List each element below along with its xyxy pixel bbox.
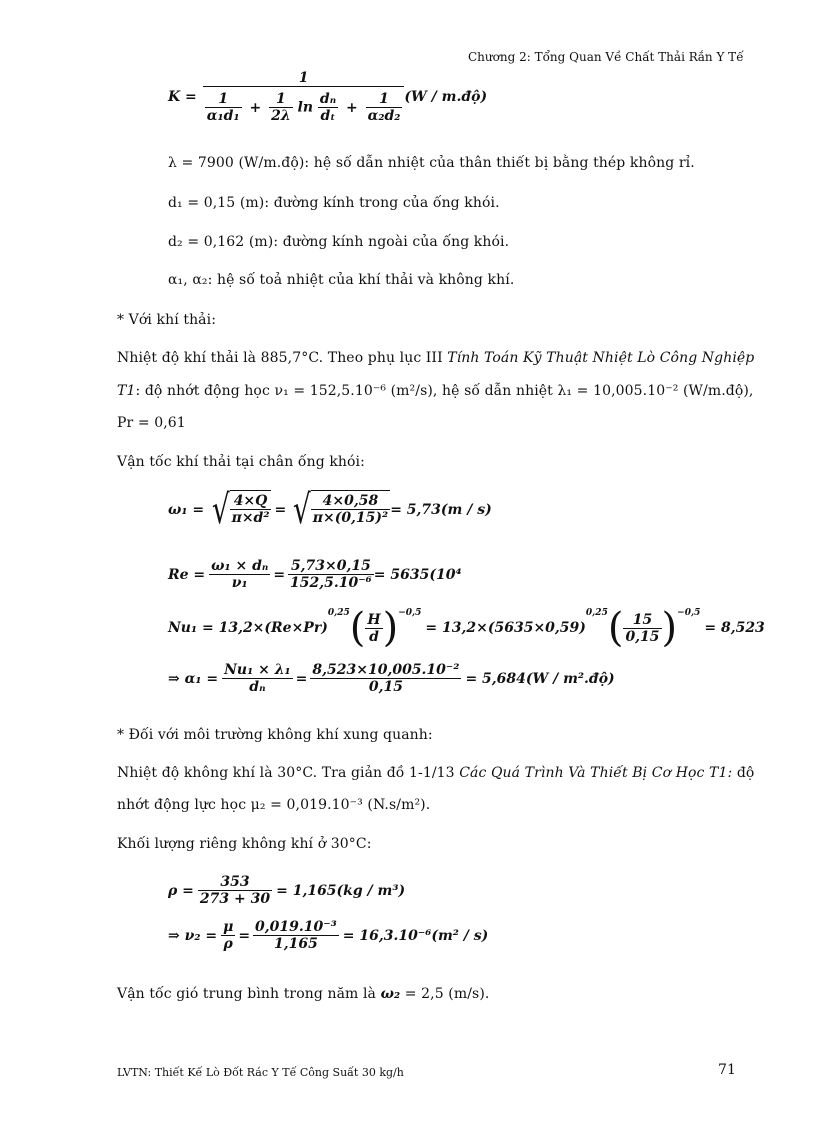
def-lambda: λ = 7900 (W/m.độ): hệ số dẫn nhiệt của thân thiết bị bằng thép không rỉ. [168, 155, 695, 171]
section-exhaust: * Với khí thải: [117, 312, 217, 328]
paragraph-ambient-temp: Nhiệt độ không khí là 30°C. Tra giản đồ 1-1/13 Các Quá Trình Và Thiết Bị Cơ Học T1: độ [117, 765, 755, 781]
eq-k-unit: (W / m.độ) [404, 89, 488, 105]
equation-nu2: ⇒ ν₂ = $\frac{\mu}{\rho}$ = $\frac{\text{0,019.10⁻³}}{1,165}$ = 16,3.10⁻⁶(m² / s) [168, 919, 489, 952]
footer-title: LVTN: Thiết Kế Lò Đốt Rác Y Tế Công Suất 30 kg/h [117, 1066, 404, 1079]
page-header: Chương 2: Tổng Quan Về Chất Thải Rắn Y Tế [468, 50, 744, 64]
def-d1: d₁ = 0,15 (m): đường kính trong của ống khói. [168, 195, 500, 211]
equation-re: Re = $\frac{\text{ω₁ × dₙ}}{\text{ν₁}}$ = $\frac{5,73\times 0,15}{\text{152,5.10⁻⁶}}$ = 5635(10⁴ [168, 558, 462, 591]
paragraph-wind-speed: Vận tốc gió trung bình trong năm là ω₂ = 2,5 (m/s). [117, 986, 490, 1002]
prandtl-value: Pr = 0,61 [117, 415, 186, 431]
equation-rho: ρ = $\frac{353}{273 + 30}$ = 1,165(kg / m³) [168, 874, 406, 907]
eq-k-fraction: 1 $\frac{1}{\text{α₁d₁}}$ + $\frac{1}{2\lambda}$ ln $\frac{\text{dₙ}}{\text{dₜ}}$ + $\frac{1}{\text{α₂d₂}}$ [203, 70, 405, 124]
equation-k [168, 70, 487, 124]
page-number: 71 [718, 1062, 737, 1078]
eq-k-lhs: K = [168, 89, 197, 105]
equation-alpha: ⇒ α₁ = $\frac{\text{Nu₁ × λ₁}}{\text{dₙ}}$ = $\frac{\text{8,523×10,005.10⁻²}}{0,15}$ = 5,684(W / m².độ) [168, 662, 615, 695]
section-ambient: * Đối với môi trường không khí xung quanh: [117, 727, 433, 743]
def-alpha: α₁, α₂: hệ số toả nhiệt của khí thải và không khí. [168, 272, 515, 288]
paragraph-exhaust-temp: Nhiệt độ khí thải là 885,7°C. Theo phụ lục III Tính Toán Kỹ Thuật Nhiệt Lò Công Nghiệp [117, 350, 755, 366]
def-d2: d₂ = 0,162 (m): đường kính ngoài của ống khói. [168, 234, 510, 250]
paragraph-viscosity: nhớt động lực học μ₂ = 0,019.10⁻³ (N.s/m²). [117, 797, 431, 813]
paragraph-density: Khối lượng riêng không khí ở 30°C: [117, 836, 372, 852]
paragraph-exhaust-props: T1: độ nhớt động học ν₁ = 152,5.10⁻⁶ (m²/s), hệ số dẫn nhiệt λ₁ = 10,005.10⁻² (W/m.độ), [117, 383, 754, 399]
paragraph-velocity: Vận tốc khí thải tại chân ống khói: [117, 454, 365, 470]
equation-omega: ω₁ = √ $\frac{4\times Q}{\text{π×d²}}$ = √ $\frac{4\times 0,58}{\text{π×(0,15)²}}$ = 5,73(m / s) [168, 487, 492, 533]
equation-nu: Nu₁ = 13,2×(Re×Pr) 0,25 ( $\frac{H}{d}$ ) $^{-0,5}$ = 13,2×(5635×0,59) 0,25 ( $\frac{15}{0,15}$ ) $^{-0,5}$ = 8,523 [168, 605, 765, 651]
